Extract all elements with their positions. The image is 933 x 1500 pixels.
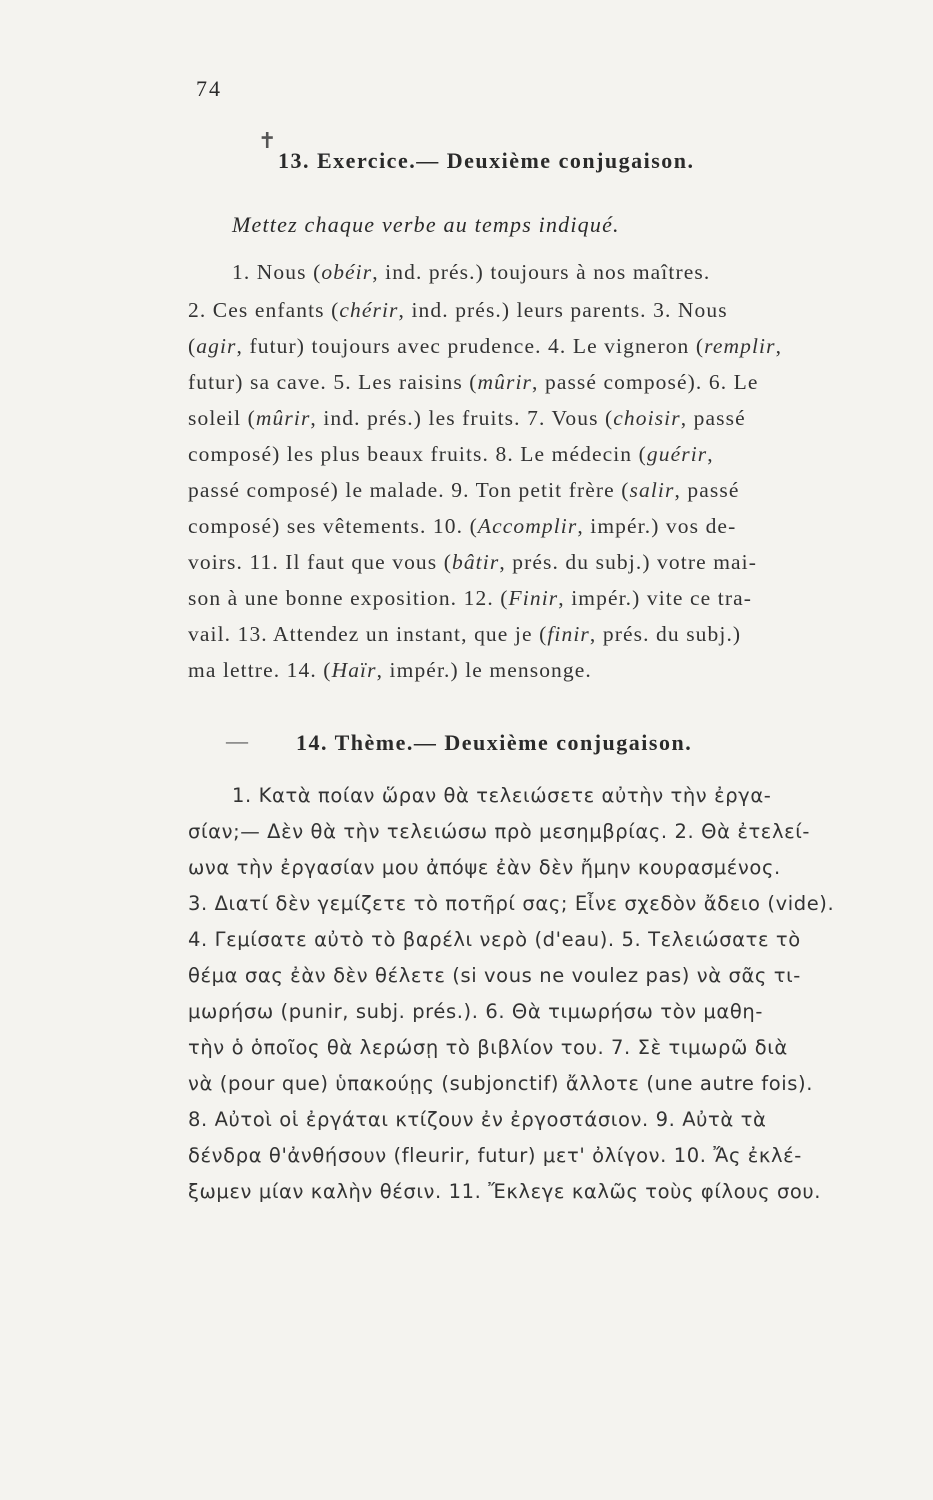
exercise-line xyxy=(188,370,759,395)
exercise-line xyxy=(188,586,752,611)
exercise-text: 1. Nous ( xyxy=(232,260,322,284)
exercise-text: , impér.) vite ce tra- xyxy=(558,586,752,610)
verb-infinitive: chérir xyxy=(339,298,399,322)
exercise-text: son à une bonne exposition. 12. ( xyxy=(188,586,509,610)
exercise-text: vail. 13. Attendez un instant, que je ( xyxy=(188,622,548,646)
exercise-text: , xyxy=(775,334,783,358)
verb-infinitive: Finir xyxy=(508,586,559,610)
exercise-text: , passé xyxy=(674,478,740,502)
exercise-text: futur) sa cave. 5. Les raisins ( xyxy=(188,370,478,394)
exercise-line xyxy=(188,406,746,431)
page-number: 74 xyxy=(196,76,222,101)
exercise-line xyxy=(232,260,710,285)
exercise-line xyxy=(188,514,736,539)
theme-line: ξωμεν μίαν καλὴν θέσιν. 11. Ἔκλεγε καλῶς τοὺς φίλους σου. xyxy=(188,1180,822,1203)
exercise-text: , passé composé). 6. Le xyxy=(532,370,759,394)
exercise-text: ( xyxy=(188,334,197,358)
verb-infinitive: salir xyxy=(629,478,675,502)
pen-mark-cross: ✝ xyxy=(258,128,277,153)
exercise-text: passé composé) le malade. 9. Ton petit frère ( xyxy=(188,478,630,502)
exercise-text: , impér.) le mensonge. xyxy=(376,658,592,682)
exercise-text: , prés. du subj.) xyxy=(589,622,742,646)
verb-infinitive: Haïr xyxy=(331,658,377,682)
exercise-text: soleil ( xyxy=(188,406,256,430)
theme-line: 8. Αὐτοὶ οἱ ἐργάται κτίζουν ἐν ἐργοστάσιον. 9. Αὐτὰ τὰ xyxy=(188,1108,767,1131)
exercise-line xyxy=(188,298,728,323)
exercise-heading: 13. Exercice.— Deuxième conjugaison. xyxy=(278,148,695,173)
theme-line: νὰ (pour que) ὑπακούῃς (subjonctif) ἄλλοτε (une autre fois). xyxy=(188,1072,814,1095)
exercise-text: , futur) toujours avec prudence. 4. Le vigneron ( xyxy=(236,334,705,358)
exercise-line xyxy=(188,334,782,359)
exercise-text: 2. Ces enfants ( xyxy=(188,298,340,322)
verb-infinitive: Accomplir xyxy=(477,514,578,538)
exercise-line xyxy=(188,442,714,467)
theme-heading: 14. Thème.— Deuxième conjugaison. xyxy=(296,730,693,755)
pen-mark-dash: — xyxy=(226,728,248,753)
theme-line: 3. Διατί δὲν γεμίζετε τὸ ποτῆρί σας; Εἶνε σχεδὸν ἄδειο (vide). xyxy=(188,892,835,915)
verb-infinitive: choisir xyxy=(613,406,681,430)
verb-infinitive: mûrir xyxy=(477,370,533,394)
exercise-text: composé) ses vêtements. 10. ( xyxy=(188,514,478,538)
theme-line: σίαν;— Δὲν θὰ τὴν τελειώσω πρὸ μεσημβρίας. 2. Θὰ ἐτελεί- xyxy=(188,820,811,843)
theme-line: 4. Γεμίσατε αὐτὸ τὸ βαρέλι νερὸ (d'eau). 5. Τελειώσατε τὸ xyxy=(188,928,801,951)
exercise-text: voirs. 11. Il faut que vous ( xyxy=(188,550,452,574)
exercise-text: , xyxy=(707,442,714,466)
theme-line: δένδρα θ'ἀνθήσουν (fleurir, futur) μετ' ὀλίγον. 10. Ἄς ἐκλέ- xyxy=(188,1144,802,1167)
theme-line: θέμα σας ἐὰν δὲν θέλετε (si vous ne voulez pas) νὰ σᾶς τι- xyxy=(188,964,801,987)
exercise-text: , impér.) vos de- xyxy=(577,514,737,538)
exercise-text: , prés. du subj.) votre mai- xyxy=(499,550,758,574)
exercise-line xyxy=(188,622,741,647)
theme-line: ωνα τὴν ἐργασίαν μου ἀπόψε ἐὰν δὲν ἤμην κουρασμένος. xyxy=(188,856,781,879)
verb-infinitive: obéir xyxy=(321,260,373,284)
exercise-text: , ind. prés.) les fruits. 7. Vous ( xyxy=(310,406,614,430)
verb-infinitive: mûrir xyxy=(255,406,311,430)
verb-infinitive: finir xyxy=(547,622,590,646)
verb-infinitive: bâtir xyxy=(451,550,500,574)
theme-line: μωρήσω (punir, subj. prés.). 6. Θὰ τιμωρήσω τὸν μαθη- xyxy=(188,1000,763,1023)
exercise-line xyxy=(188,478,740,503)
exercise-instruction: Mettez chaque verbe au temps indiqué. xyxy=(232,212,620,237)
exercise-line xyxy=(188,658,592,683)
exercise-text: , ind. prés.) leurs parents. 3. Nous xyxy=(398,298,728,322)
verb-infinitive: remplir xyxy=(704,334,776,358)
verb-infinitive: agir xyxy=(196,334,237,358)
exercise-text: , passé xyxy=(680,406,746,430)
exercise-text: ma lettre. 14. ( xyxy=(188,658,332,682)
exercise-text: composé) les plus beaux fruits. 8. Le médecin ( xyxy=(188,442,647,466)
exercise-text: , ind. prés.) toujours à nos maîtres. xyxy=(372,260,711,284)
theme-line: 1. Κατὰ ποίαν ὥραν θὰ τελειώσετε αὐτὴν τὴν ἐργα- xyxy=(232,784,772,807)
theme-line: τὴν ὁ ὁποῖος θὰ λερώσῃ τὸ βιβλίον του. 7. Σὲ τιμωρῶ διὰ xyxy=(188,1036,788,1059)
exercise-line xyxy=(188,550,757,575)
verb-infinitive: guérir xyxy=(646,442,708,466)
